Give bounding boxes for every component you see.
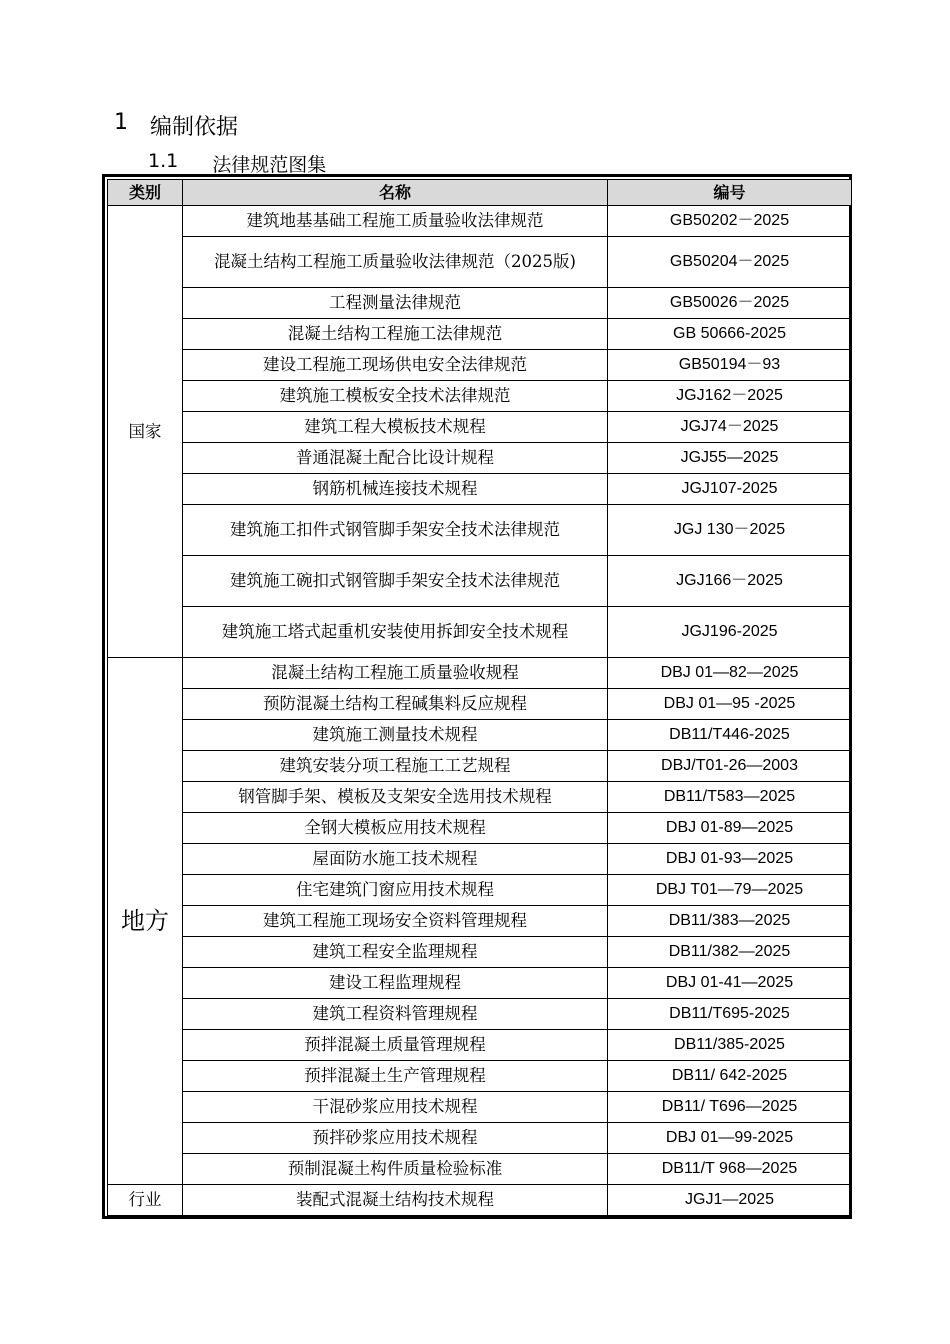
table-row: [108, 751, 852, 782]
standard-code-cell: JGJ 130－2025: [608, 505, 852, 556]
header-name: 名称: [183, 180, 608, 206]
standard-code-cell: DB11/382—2025: [608, 937, 852, 968]
table-row: [108, 1092, 852, 1123]
standard-name-cell: 预防混凝土结构工程碱集料反应规程: [183, 689, 608, 720]
standard-code-cell: JGJ74－2025: [608, 412, 852, 443]
standard-code-cell: DBJ 01—99-2025: [608, 1123, 852, 1154]
standard-code-cell: GB50204－2025: [608, 237, 852, 288]
standard-code-cell: DBJ 01-93—2025: [608, 844, 852, 875]
section-title: 编制依据: [150, 115, 239, 140]
standard-name-cell: 建筑工程资料管理规程: [183, 999, 608, 1030]
table-row: [108, 474, 852, 505]
table-row: [108, 658, 852, 689]
standard-name-cell: 预制混凝土构件质量检验标准: [183, 1154, 608, 1185]
standard-code-cell: JGJ166－2025: [608, 556, 852, 607]
standard-name-cell: 全钢大模板应用技术规程: [183, 813, 608, 844]
table-row: [108, 412, 852, 443]
standard-name-cell: 建筑施工模板安全技术法律规范: [183, 381, 608, 412]
table-body: [108, 206, 852, 1216]
standard-code-cell: DB11/T446-2025: [608, 720, 852, 751]
standard-code-cell: DB11/385-2025: [608, 1030, 852, 1061]
table-row: [108, 937, 852, 968]
table-row: [108, 381, 852, 412]
table-row: [108, 1185, 852, 1216]
standard-name-cell: 建设工程施工现场供电安全法律规范: [183, 350, 608, 381]
table-row: [108, 875, 852, 906]
standard-name-cell: 建筑施工塔式起重机安装使用拆卸安全技术规程: [183, 607, 608, 658]
standard-code-cell: DBJ/T01-26—2003: [608, 751, 852, 782]
table-row: [108, 505, 852, 556]
standard-name-cell: 预拌混凝土生产管理规程: [183, 1061, 608, 1092]
subsection-heading: [148, 150, 326, 177]
standard-name-cell: 钢筋机械连接技术规程: [183, 474, 608, 505]
standard-code-cell: DBJ 01—95 -2025: [608, 689, 852, 720]
table-row: [108, 782, 852, 813]
section-heading: [114, 110, 238, 141]
table-row: [108, 1154, 852, 1185]
standard-code-cell: GB50026－2025: [608, 288, 852, 319]
category-cell: 行业: [108, 1185, 183, 1216]
table-row: [108, 288, 852, 319]
table-header-row: [108, 180, 852, 206]
standard-name-cell: 装配式混凝土结构技术规程: [183, 1185, 608, 1216]
table-row: [108, 844, 852, 875]
standard-name-cell: 预拌砂浆应用技术规程: [183, 1123, 608, 1154]
table-row: [108, 556, 852, 607]
category-cell: 国家: [108, 206, 183, 658]
standards-table-frame: [102, 174, 852, 1219]
standard-code-cell: JGJ55—2025: [608, 443, 852, 474]
standard-name-cell: 建筑施工扣件式钢管脚手架安全技术法律规范: [183, 505, 608, 556]
standard-name-cell: 混凝土结构工程施工质量验收法律规范（2025版): [183, 237, 608, 288]
standard-name-cell: 钢管脚手架、模板及支架安全选用技术规程: [183, 782, 608, 813]
standard-code-cell: DB11/ T696—2025: [608, 1092, 852, 1123]
table-row: [108, 906, 852, 937]
standard-name-cell: 建筑施工碗扣式钢管脚手架安全技术法律规范: [183, 556, 608, 607]
section-number: 1: [114, 110, 128, 135]
standard-name-cell: 建筑工程施工现场安全资料管理规程: [183, 906, 608, 937]
standard-name-cell: 建筑工程大模板技术规程: [183, 412, 608, 443]
standard-code-cell: DBJ 01-41—2025: [608, 968, 852, 999]
standard-name-cell: 混凝土结构工程施工法律规范: [183, 319, 608, 350]
standard-code-cell: DB11/ 642-2025: [608, 1061, 852, 1092]
table-row: [108, 607, 852, 658]
standard-code-cell: GB 50666-2025: [608, 319, 852, 350]
table-row: [108, 813, 852, 844]
standard-name-cell: 建筑工程安全监理规程: [183, 937, 608, 968]
standard-code-cell: DB11/T583—2025: [608, 782, 852, 813]
table-row: [108, 350, 852, 381]
standard-code-cell: DBJ 01—82—2025: [608, 658, 852, 689]
standard-code-cell: GB50194－93: [608, 350, 852, 381]
table-row: [108, 443, 852, 474]
standard-name-cell: 建筑施工测量技术规程: [183, 720, 608, 751]
standard-code-cell: DB11/T 968—2025: [608, 1154, 852, 1185]
standard-name-cell: 建筑安装分项工程施工工艺规程: [183, 751, 608, 782]
header-code: 编号: [608, 180, 852, 206]
table-row: [108, 1030, 852, 1061]
subsection-number: 1.1: [148, 150, 179, 172]
table-row: [108, 1123, 852, 1154]
standard-name-cell: 住宅建筑门窗应用技术规程: [183, 875, 608, 906]
table-row: [108, 206, 852, 237]
table-row: [108, 237, 852, 288]
standard-code-cell: DBJ 01-89—2025: [608, 813, 852, 844]
subsection-title: 法律规范图集: [212, 154, 327, 176]
standard-code-cell: GB50202－2025: [608, 206, 852, 237]
standard-code-cell: JGJ162－2025: [608, 381, 852, 412]
standard-name-cell: 普通混凝土配合比设计规程: [183, 443, 608, 474]
standard-name-cell: 建设工程监理规程: [183, 968, 608, 999]
table-row: [108, 1061, 852, 1092]
standards-table: [107, 179, 852, 1216]
standard-code-cell: DBJ T01—79—2025: [608, 875, 852, 906]
table-row: [108, 968, 852, 999]
table-row: [108, 720, 852, 751]
standard-name-cell: 建筑地基基础工程施工质量验收法律规范: [183, 206, 608, 237]
standard-name-cell: 混凝土结构工程施工质量验收规程: [183, 658, 608, 689]
standard-code-cell: DB11/383—2025: [608, 906, 852, 937]
table-row: [108, 999, 852, 1030]
standard-code-cell: JGJ107-2025: [608, 474, 852, 505]
standard-name-cell: 屋面防水施工技术规程: [183, 844, 608, 875]
standard-code-cell: JGJ1—2025: [608, 1185, 852, 1216]
header-category: 类别: [108, 180, 183, 206]
standard-name-cell: 工程测量法律规范: [183, 288, 608, 319]
category-cell: 地方: [108, 658, 183, 1185]
table-row: [108, 319, 852, 350]
standard-name-cell: 预拌混凝土质量管理规程: [183, 1030, 608, 1061]
table-row: [108, 689, 852, 720]
standard-code-cell: DB11/T695-2025: [608, 999, 852, 1030]
standard-name-cell: 干混砂浆应用技术规程: [183, 1092, 608, 1123]
standard-code-cell: JGJ196-2025: [608, 607, 852, 658]
